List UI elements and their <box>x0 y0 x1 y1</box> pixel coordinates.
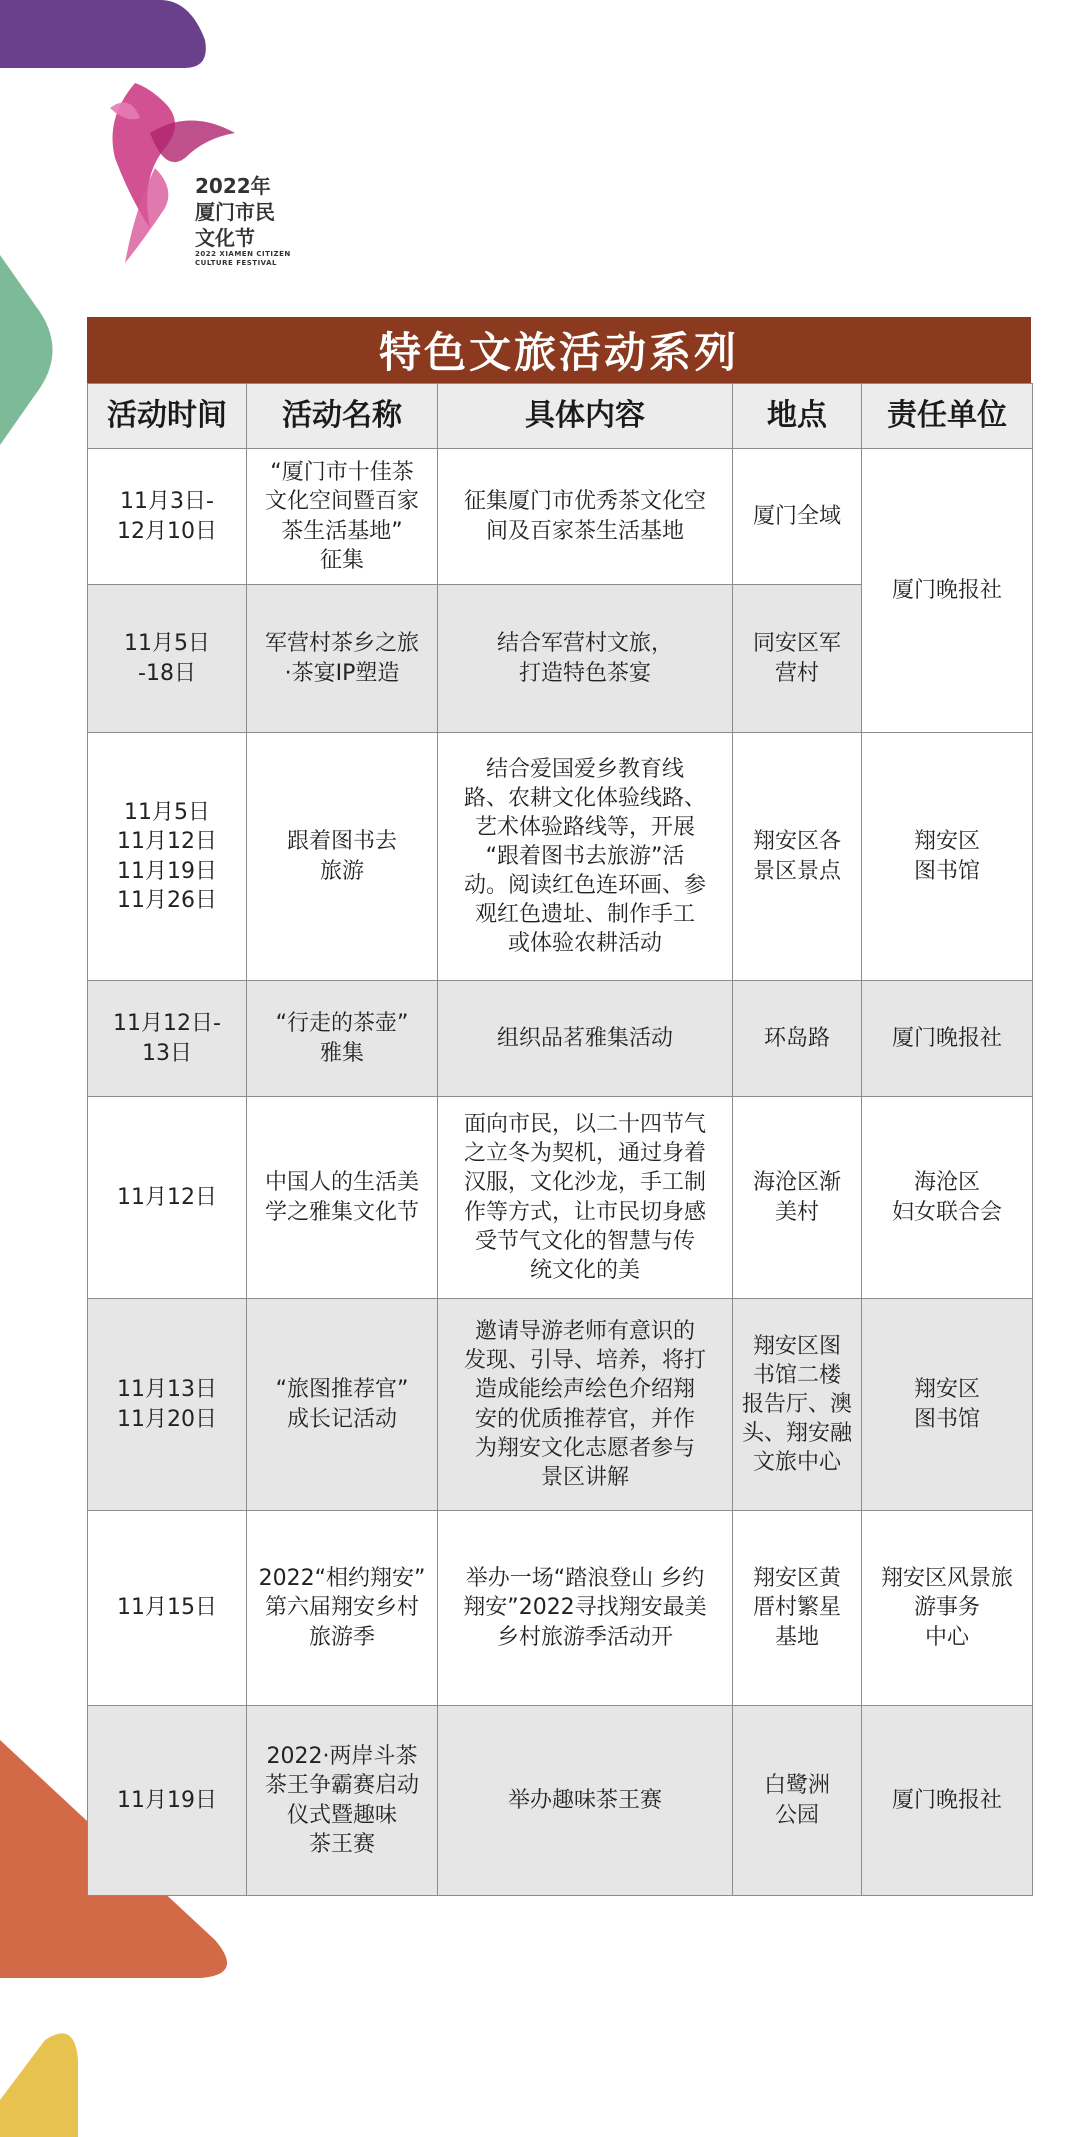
cell-content: 邀请导游老师有意识的 发现、引导、培养，将打 造成能绘声绘色介绍翔 安的优质推荐官，并作 为翔安文化志愿者参与 景区讲解 <box>438 1299 733 1511</box>
table-header-row <box>88 384 1033 449</box>
table-row <box>88 1299 1033 1511</box>
logo-english-line1: 2022 XIAMEN CITIZEN <box>195 250 291 258</box>
cell-place: 海沧区渐 美村 <box>733 1097 862 1299</box>
table-row <box>88 981 1033 1097</box>
logo-text-line2: 文化节 <box>195 226 255 250</box>
cell-name: 2022·两岸斗茶 茶王争霸赛启动 仪式暨趣味 茶王赛 <box>247 1706 438 1896</box>
cell-unit: 翔安区 图书馆 <box>862 733 1033 981</box>
cell-name: “旅图推荐官” 成长记活动 <box>247 1299 438 1511</box>
logo-english-line2: CULTURE FESTIVAL <box>195 259 277 267</box>
cell-place: 翔安区黄 厝村繁星 基地 <box>733 1511 862 1706</box>
cell-place: 翔安区各 景区景点 <box>733 733 862 981</box>
table-row <box>88 1511 1033 1706</box>
cell-place: 厦门全域 <box>733 449 862 585</box>
logo-year: 2022年 <box>195 174 271 198</box>
cell-name: “厦门市十佳茶 文化空间暨百家 茶生活基地” 征集 <box>247 449 438 585</box>
cell-place: 同安区军 营村 <box>733 585 862 733</box>
cell-unit: 翔安区 图书馆 <box>862 1299 1033 1511</box>
cell-time: 11月12日 <box>88 1097 247 1299</box>
cell-time: 11月5日 -18日 <box>88 585 247 733</box>
cell-name: 军营村茶乡之旅 ·茶宴IP塑造 <box>247 585 438 733</box>
cell-content: 举办一场“踏浪登山 乡约 翔安”2022寻找翔安最美 乡村旅游季活动开 <box>438 1511 733 1706</box>
page-title: 特色文旅活动系列 <box>87 317 1031 383</box>
cell-time: 11月15日 <box>88 1511 247 1706</box>
cell-name: 跟着图书去 旅游 <box>247 733 438 981</box>
cell-unit: 海沧区 妇女联合会 <box>862 1097 1033 1299</box>
cell-time: 11月3日- 12月10日 <box>88 449 247 585</box>
cell-content: 征集厦门市优秀茶文化空 间及百家茶生活基地 <box>438 449 733 585</box>
header-unit: 责任单位 <box>862 384 1033 449</box>
table-row <box>88 1097 1033 1299</box>
cell-unit: 厦门晚报社 <box>862 449 1033 733</box>
table-row <box>88 1706 1033 1896</box>
activity-schedule-table <box>87 383 1033 1896</box>
cell-unit: 厦门晚报社 <box>862 981 1033 1097</box>
cell-place: 白鹭洲 公园 <box>733 1706 862 1896</box>
cell-place: 环岛路 <box>733 981 862 1097</box>
header-content: 具体内容 <box>438 384 733 449</box>
cell-unit: 翔安区风景旅 游事务 中心 <box>862 1511 1033 1706</box>
cell-content: 结合军营村文旅， 打造特色茶宴 <box>438 585 733 733</box>
cell-name: 2022“相约翔安” 第六届翔安乡村 旅游季 <box>247 1511 438 1706</box>
cell-unit: 厦门晚报社 <box>862 1706 1033 1896</box>
cell-content: 组织品茗雅集活动 <box>438 981 733 1097</box>
cell-name: 中国人的生活美 学之雅集文化节 <box>247 1097 438 1299</box>
header-time: 活动时间 <box>88 384 247 449</box>
cell-content: 结合爱国爱乡教育线 路、农耕文化体验线路、 艺术体验路线等，开展 “跟着图书去旅游”活 动。阅读红色连环画、参 观红色遗址、制作手工 或体验农耕活动 <box>438 733 733 981</box>
header-name: 活动名称 <box>247 384 438 449</box>
cell-place: 翔安区图 书馆二楼 报告厅、澳 头、翔安融 文旅中心 <box>733 1299 862 1511</box>
cell-time: 11月13日 11月20日 <box>88 1299 247 1511</box>
yellow-corner-shape <box>0 2030 90 2137</box>
cell-name: “行走的茶壶” 雅集 <box>247 981 438 1097</box>
logo-text-line1: 厦门市民 <box>195 200 275 224</box>
festival-logo <box>95 78 295 268</box>
cell-time: 11月5日 11月12日 11月19日 11月26日 <box>88 733 247 981</box>
cell-content: 面向市民，以二十四节气 之立冬为契机，通过身着 汉服，文化沙龙，手工制 作等方式，让市民切身感 受节气文化的智慧与传 统文化的美 <box>438 1097 733 1299</box>
cell-time: 11月12日- 13日 <box>88 981 247 1097</box>
header-place: 地点 <box>733 384 862 449</box>
cell-content: 举办趣味茶王赛 <box>438 1706 733 1896</box>
table-row <box>88 733 1033 981</box>
green-side-shape <box>0 250 70 450</box>
cell-time: 11月19日 <box>88 1706 247 1896</box>
table-row <box>88 449 1033 585</box>
purple-corner-shape <box>0 0 220 75</box>
